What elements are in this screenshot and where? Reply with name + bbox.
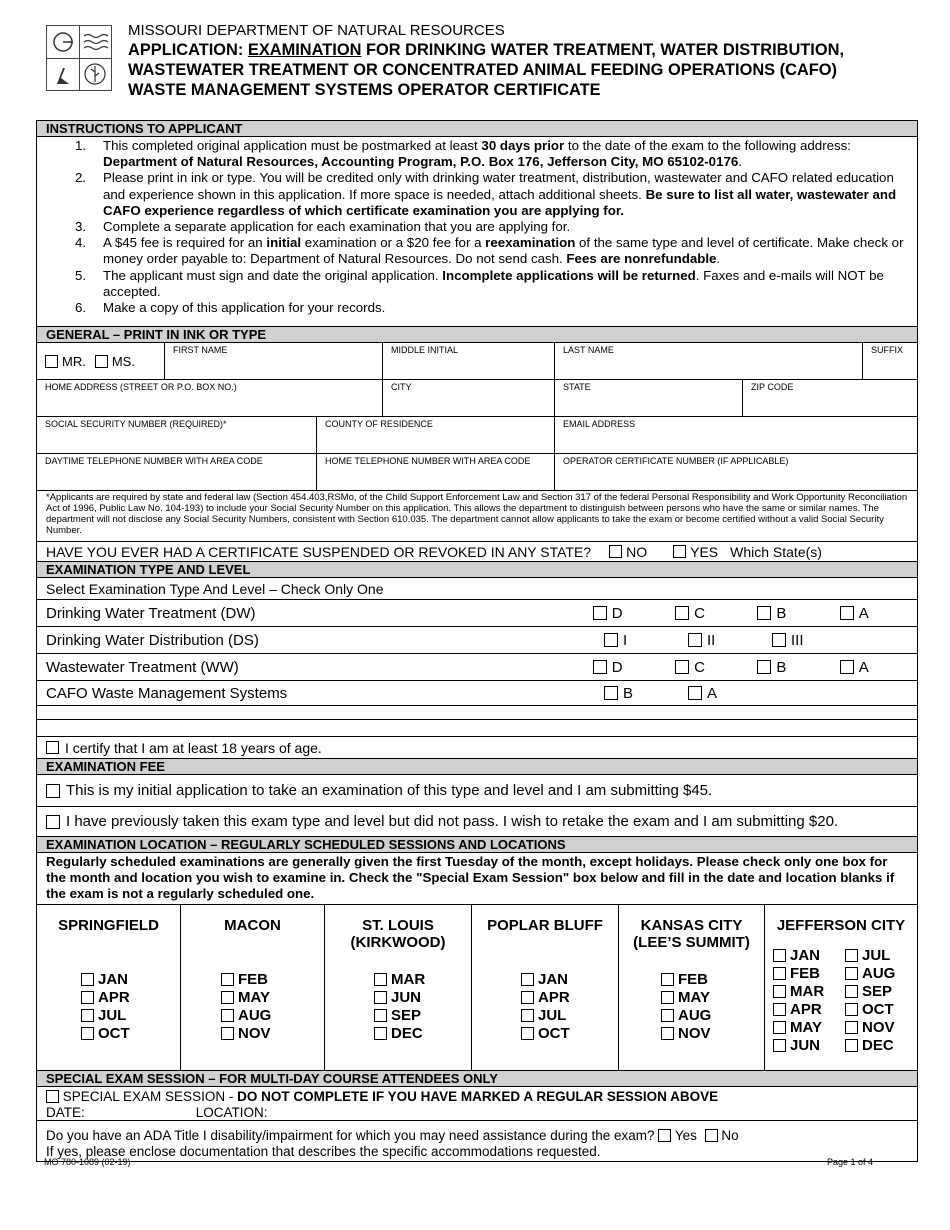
exam-row-cafo: CAFO Waste Management Systems B A — [37, 681, 917, 706]
dw-a-checkbox[interactable] — [840, 606, 854, 620]
cafo-b-checkbox[interactable] — [604, 686, 618, 700]
location-heading: EXAMINATION LOCATION – REGULARLY SCHEDULED SESSIONS AND LOCATIONS — [37, 837, 917, 853]
spacer — [37, 720, 917, 737]
springfield-jan-checkbox[interactable] — [81, 973, 94, 986]
springfield-oct-checkbox[interactable] — [81, 1027, 94, 1040]
county-field[interactable]: COUNTY OF RESIDENCE — [317, 417, 555, 453]
middle-initial-field[interactable]: MIDDLE INITIAL — [383, 343, 555, 379]
dw-d-checkbox[interactable] — [593, 606, 607, 620]
list-item: 6. Make a copy of this application for your records. — [75, 300, 386, 316]
exam-heading: EXAMINATION TYPE AND LEVEL — [37, 562, 917, 578]
list-item: 1. This completed original application must be postmarked at least 30 days prior to the date of the exam to the following address: Department of Natural Resources, Accounting Program, P.O. Box 176, Jefferson City, MO 65102-0176. — [75, 138, 852, 170]
macon-column: MACON FEB MAY AUG NOV — [181, 905, 325, 1070]
list-item: 3. Complete a separate application for each examination that you are applying for. — [75, 219, 571, 235]
dw-b-checkbox[interactable] — [757, 606, 771, 620]
which-states-label: Which State(s) — [730, 543, 822, 560]
retake-fee-checkbox[interactable] — [46, 815, 60, 829]
jefferson-city-column: JEFFERSON CITY JAN FEB MAR APR MAY JUN JUL AUG SEP OCT NOV DEC — [765, 905, 917, 1070]
poplar-jan-checkbox[interactable] — [521, 973, 534, 986]
ssn-notice: *Applicants are required by state and federal law (Section 454.403,RSMo, of the Child Support Enforcement Law and Section 317 of the federal Personal Responsibility and Work Opportunity Reconciliation Act of 1996, Public Law No. 104-193) to include your Social Security Number on this application. This allows the department to distinguish between persons who have the same or similar names. The department will not disclose any Social Security Numbers, consistent with Section 610.035. The department cannot allow applicants to take the exam or become certified without a valid Social Security Number. — [37, 491, 917, 542]
jc-aug-checkbox[interactable] — [845, 967, 858, 980]
zip-field[interactable]: ZIP CODE — [751, 382, 794, 392]
ada-block: Do you have an ADA Title I disability/impairment for which you may need assistance during the exam? Yes No If yes, please enclose documentation that describes the specific accommodations requested. — [46, 1128, 739, 1159]
suspended-no-checkbox[interactable] — [609, 545, 622, 558]
jc-apr-checkbox[interactable] — [773, 1003, 786, 1016]
email-field[interactable]: EMAIL ADDRESS — [563, 419, 636, 429]
jc-feb-checkbox[interactable] — [773, 967, 786, 980]
cafo-a-checkbox[interactable] — [688, 686, 702, 700]
special-session-checkbox[interactable] — [46, 1090, 59, 1103]
kc-nov-checkbox[interactable] — [661, 1027, 674, 1040]
ww-b-checkbox[interactable] — [757, 660, 771, 674]
macon-aug-checkbox[interactable] — [221, 1009, 234, 1022]
special-session-block: SPECIAL EXAM SESSION - DO NOT COMPLETE IF YOU HAVE MARKED A REGULAR SESSION ABOVE DATE: LOCATION: — [37, 1087, 917, 1121]
page-number: Page 1 of 4 — [827, 1157, 874, 1167]
stlouis-mar-checkbox[interactable] — [374, 973, 387, 986]
list-item: 2. Please print in ink or type. You will be credited only with drinking water treatment, distribution, wastewater and CAFO related education and experience shown in this application. If more space is needed, attach additional sheets. Be sure to list all water, wastewater and CAFO experience regardless of which certificate examination you are applying for. — [75, 170, 897, 218]
jc-may-checkbox[interactable] — [773, 1021, 786, 1034]
fee-heading: EXAMINATION FEE — [37, 759, 917, 775]
ada-no-checkbox[interactable] — [705, 1129, 718, 1142]
spacer — [37, 706, 917, 720]
stlouis-sep-checkbox[interactable] — [374, 1009, 387, 1022]
initial-fee-checkbox[interactable] — [46, 784, 60, 798]
list-item: 5. The applicant must sign and date the original application. Incomplete applications will be returned. Faxes and e-mails will NOT be accepted. — [75, 267, 884, 299]
day-phone-field[interactable]: DAYTIME TELEPHONE NUMBER WITH AREA CODE — [37, 454, 317, 490]
form-title: APPLICATION: EXAMINATION FOR DRINKING WATER TREATMENT, WATER DISTRIBUTION, WASTEWATER TREATMENT OR CONCENTRATED ANIMAL FEEDING OPERATIONS (CAFO) WASTE MANAGEMENT SYSTEMS OPERATOR CERTIFICATE — [128, 41, 845, 99]
jc-mar-checkbox[interactable] — [773, 985, 786, 998]
kc-may-checkbox[interactable] — [661, 991, 674, 1004]
kansas-city-column: KANSAS CITY (LEE’S SUMMIT) FEB MAY AUG NOV — [619, 905, 765, 1070]
suffix-field[interactable]: SUFFIX — [871, 345, 904, 355]
general-heading: GENERAL – PRINT IN INK OR TYPE — [37, 327, 917, 343]
kc-feb-checkbox[interactable] — [661, 973, 674, 986]
instructions-list — [37, 137, 917, 327]
st-louis-column: ST. LOUIS (KIRKWOOD) MAR JUN SEP DEC — [325, 905, 472, 1070]
application-form: INSTRUCTIONS TO APPLICANT 1. This completed original application must be postmarked at least 30 days prior to the date of the exam to the following address: Department of Natural Resources, Accounting Program, P.O. Box 176, Jefferson City, MO 65102-0176. 2. Please print in ink or type. You will be credited only with drinking water treatment, distribution, wastewater and CAFO related education and experience shown in this application. If more space is needed, attach additional sheets. Be sure to list all water, wastewater and CAFO experience regardless of which certificate examination you are applying for. 3. Complete a separate application for each examination that you are applying for. 4. A $45 fee is required for an initial examination or a $20 fee for a reexamination of the same type and level of certificate. Make check or money order payable to: Department of Natural Resources. Do not send cash. Fees are nonrefundable. 5. The applicant must sign and date the original application. Incomplete applications will be returned. Faxes and e-mails will NOT be accepted. 6. Make a copy of this application for your records. GENERAL – PRINT IN INK OR TYPE MR. MS. FIRST NAME MIDDLE INITIAL LAST NAME SUFFIX HOME ADDRESS (STREET OR P.O. BOX NO.) CITY STATE ZIP CODE SOCIAL SECURITY NUMBER (REQUIRED)* COUNTY OF RESIDENCE EMAIL ADDRESS DAYTIME TELEPHONE NUMBER WITH AREA CODE HOME TELEPHONE NUMBER WITH AREA CODE OPERATOR CERTIFICATE NUMBER (IF APPLICABLE) *Applicants are required by state and federal law (Section 454.403,RSMo, of the Child Support Enforcement Law and Section 317 of the federal Personal Responsibility and Work Opportunity Reconciliation Act of 1996, Public Law No. 104-193) to include your Social Security Number on this application. This allows the department to distinguish between persons who have the same or similar names. The department will not disclose any Social Security Numbers, consistent with Section 610.035. The department cannot allow applicants to take the exam or become certified without a valid Social Security Number. HAVE YOU EVER HAD A CERTIFICATE SUSPENDED OR REVOKED IN ANY STATE? NO YES Which State(s) EXAMINATION TYPE AND LEVEL Select Examination Type And Level – Check Only One Drinking Water Treatment (DW) D C B A Drinking Water Distribution (DS) I II III Wastewater Treatment (WW) D C B A CAFO Waste Management Systems B A I certify that I am at least 18 years of age. EXAMINATION FEE This is my initial application to take an examination of this type and level and I am submitting $45. I have previously taken this exam type and level but did not pass. I wish to retake the exam and I am submitting $20. EXAMINATION LOCATION – REGULARLY SCHEDULED SESSIONS AND LOCATIONS Regularly scheduled examinations are generally given the first Tuesday of the month, except holidays. Please check only one box for the month and location you wish to examine in. Check the "Special Exam Session" box below and fill in the date and location blanks if the exam is not a regularly scheduled one. SPRINGFIELD JAN APR JUL OCT MACON FEB MAY AUG NOV ST. LOUIS (KIRKWOOD) MAR JUN SEP DEC POPLAR BLUFF JAN APR JUL OCT KANSAS CITY (LEE’S SUMMIT) FEB MAY AUG NOV JEFFERSON CITY JAN FEB MAR APR MAY JUN JUL AUG SEP OCT NOV DEC SPECIAL EXAM SESSION – FOR MULTI-DAY COURSE ATTENDEES ONLY SPECIAL EXAM SESSION - DO NOT COMPLETE IF YOU HAVE MARKED A REGULAR SESSION ABOVE DATE: LOCATION: Do you have an ADA Title I disability/impairment for which you may need assistance during the exam? Yes No If yes, please enclose documentation that describes the specific accommodations requested. — [36, 120, 918, 1162]
home-phone-field[interactable]: HOME TELEPHONE NUMBER WITH AREA CODE — [317, 454, 555, 490]
stlouis-dec-checkbox[interactable] — [374, 1027, 387, 1040]
jc-oct-checkbox[interactable] — [845, 1003, 858, 1016]
ww-a-checkbox[interactable] — [840, 660, 854, 674]
poplar-oct-checkbox[interactable] — [521, 1027, 534, 1040]
form-number: MO 780-1089 (02-19) — [44, 1157, 131, 1167]
suspended-question: HAVE YOU EVER HAD A CERTIFICATE SUSPENDED OR REVOKED IN ANY STATE? — [46, 543, 592, 560]
first-name-field[interactable]: FIRST NAME — [165, 343, 383, 379]
operator-cert-field[interactable]: OPERATOR CERTIFICATE NUMBER (IF APPLICABLE) — [563, 456, 789, 466]
list-item: 4. A $45 fee is required for an initial examination or a $20 fee for a reexamination of the same type and level of certificate. Make check or money order payable to: Department of Natural Resources. Do not send cash. Fees are nonrefundable. — [75, 235, 904, 267]
dw-c-checkbox[interactable] — [675, 606, 689, 620]
suspended-yes-checkbox[interactable] — [673, 545, 686, 558]
home-address-field[interactable]: HOME ADDRESS (STREET OR P.O. BOX NO.) — [37, 380, 383, 416]
instructions-heading: INSTRUCTIONS TO APPLICANT — [37, 121, 917, 137]
ww-c-checkbox[interactable] — [675, 660, 689, 674]
ssn-field[interactable]: SOCIAL SECURITY NUMBER (REQUIRED)* — [37, 417, 317, 453]
mr-checkbox[interactable] — [45, 355, 58, 368]
location-grid — [37, 905, 917, 1071]
state-field[interactable]: STATE — [555, 380, 743, 416]
jc-jul-checkbox[interactable] — [845, 949, 858, 962]
ms-checkbox[interactable] — [95, 355, 108, 368]
location-note: Regularly scheduled examinations are generally given the first Tuesday of the month, except holidays. Please check only one box for the month and location you wish to examine in. Check the "Special Exam Session" box below and fill in the date and location blanks if the exam is not a regularly scheduled one. — [37, 853, 917, 905]
jc-nov-checkbox[interactable] — [845, 1021, 858, 1034]
exam-row-ww: Wastewater Treatment (WW) D C B A — [37, 654, 917, 681]
exam-row-ds: Drinking Water Distribution (DS) I II III — [37, 627, 917, 654]
last-name-field[interactable]: LAST NAME — [555, 343, 863, 379]
dnr-logo — [46, 25, 112, 91]
jc-jan-checkbox[interactable] — [773, 949, 786, 962]
macon-nov-checkbox[interactable] — [221, 1027, 234, 1040]
ds-iii-checkbox[interactable] — [772, 633, 786, 647]
special-heading: SPECIAL EXAM SESSION – FOR MULTI-DAY COURSE ATTENDEES ONLY — [37, 1071, 917, 1087]
kc-aug-checkbox[interactable] — [661, 1009, 674, 1022]
macon-may-checkbox[interactable] — [221, 991, 234, 1004]
jc-dec-checkbox[interactable] — [845, 1039, 858, 1052]
springfield-column: SPRINGFIELD JAN APR JUL OCT — [37, 905, 181, 1070]
exam-row-dw: Drinking Water Treatment (DW) D C B A — [37, 600, 917, 627]
age-certify-checkbox[interactable] — [46, 741, 59, 754]
jc-sep-checkbox[interactable] — [845, 985, 858, 998]
ada-yes-checkbox[interactable] — [658, 1129, 671, 1142]
poplar-bluff-column: POPLAR BLUFF JAN APR JUL OCT — [472, 905, 619, 1070]
jc-jun-checkbox[interactable] — [773, 1039, 786, 1052]
city-field[interactable]: CITY — [383, 380, 555, 416]
ds-i-checkbox[interactable] — [604, 633, 618, 647]
ds-ii-checkbox[interactable] — [688, 633, 702, 647]
ww-d-checkbox[interactable] — [593, 660, 607, 674]
dept-name: MISSOURI DEPARTMENT OF NATURAL RESOURCES — [128, 22, 505, 39]
macon-feb-checkbox[interactable] — [221, 973, 234, 986]
springfield-jul-checkbox[interactable] — [81, 1009, 94, 1022]
stlouis-jun-checkbox[interactable] — [374, 991, 387, 1004]
poplar-apr-checkbox[interactable] — [521, 991, 534, 1004]
exam-instruction: Select Examination Type And Level – Check Only One — [37, 578, 917, 600]
springfield-apr-checkbox[interactable] — [81, 991, 94, 1004]
poplar-jul-checkbox[interactable] — [521, 1009, 534, 1022]
